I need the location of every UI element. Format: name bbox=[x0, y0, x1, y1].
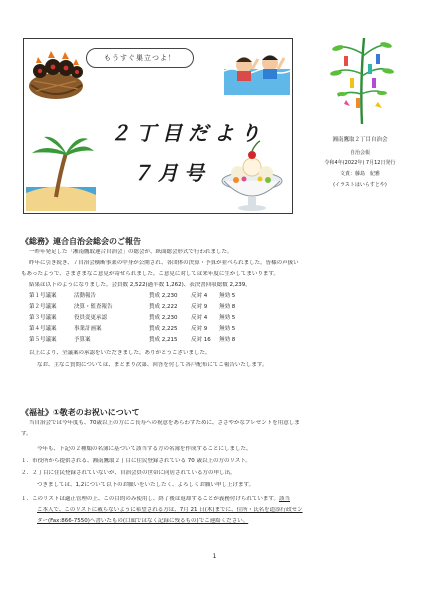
newsletter-issue: ７月号 bbox=[132, 161, 210, 185]
motion-title: 活動報告 bbox=[74, 293, 97, 299]
paragraph: 昨年に引き続き、７自治会横断事業の中身が公開され、各団体の決算・予算が並べられました。皆様の声扱い bbox=[29, 260, 299, 266]
votes-void: 無効 8 bbox=[219, 304, 236, 310]
illustration-credit: (イラストはいらすとや) bbox=[333, 182, 387, 188]
votes-void: 無効 8 bbox=[219, 337, 236, 343]
vote-row bbox=[29, 293, 309, 300]
paragraph: 一昨年発足した「湘南鷹取連合自治会」の総会が、紙面総会形式で行われました。 bbox=[29, 249, 233, 255]
page-number: 1 bbox=[212, 553, 217, 560]
votes-void: 無効 5 bbox=[219, 315, 236, 321]
paragraph: 以上により、全議案の承認をいただきました。ありがとうございました。 bbox=[29, 350, 211, 356]
motion-title: 事業計画案 bbox=[74, 326, 102, 332]
paragraph: す。 bbox=[21, 431, 32, 437]
tanabata-bamboo-illustration bbox=[330, 34, 394, 126]
motion-number: 第１号議案 bbox=[29, 293, 57, 299]
paragraph: つきましては、1,2について以下のお願いをいたしたく、よろしくお願い申し上げます。 bbox=[37, 482, 255, 488]
votes-void: 無効 5 bbox=[219, 293, 236, 299]
section-welfare-heading: 《福祉》①敬老のお祝いについて bbox=[21, 408, 140, 417]
votes-for: 賛成 2,230 bbox=[149, 315, 178, 321]
underlined-text: ご本人で、このリストに載らないように希望される方は、7月 21 日(木)までに、住所・氏名を道添行政セン bbox=[37, 507, 303, 513]
votes-against: 反対 4 bbox=[191, 315, 208, 321]
newsletter-title: ２丁目だより bbox=[110, 121, 266, 145]
votes-for: 賛成 2,225 bbox=[149, 326, 178, 332]
votes-against: 反対 16 bbox=[191, 337, 211, 343]
section-general-affairs-heading: 《総務》連合自治会総会のご報告 bbox=[21, 237, 141, 246]
speech-bubble: もうすぐ巣立つよ！ bbox=[86, 48, 194, 68]
editor: 文責：藤島 紀雅 bbox=[339, 171, 380, 177]
paragraph: 今年も、下記の２種類の名簿に基づいて該当する方の名簿を作成することにしました。 bbox=[37, 446, 252, 452]
votes-for: 賛成 2,215 bbox=[149, 337, 178, 343]
paragraph: なお、主なご質問については、まとまり次第、回答を付して各戸配布にてご報告いたします。 bbox=[37, 362, 268, 368]
motion-number: 第５号議案 bbox=[29, 337, 57, 343]
motion-number: 第３号議案 bbox=[29, 315, 57, 321]
list-item bbox=[21, 496, 409, 503]
vote-row bbox=[29, 337, 309, 344]
paragraph: 当自治会では今年度も、70歳以上の方にご長寿への祝意をあらわすために、ささやかなプレゼントを用意しま bbox=[29, 420, 300, 426]
votes-for: 賛成 2,230 bbox=[149, 293, 178, 299]
publisher-org: 湘南鷹取２丁目自治会 bbox=[332, 137, 388, 143]
paragraph: もあったようで、さまざまなご意見が寄せられました。ご意見に対しては来年度に生かしてまいります。 bbox=[21, 271, 279, 277]
motion-number: 第２号議案 bbox=[29, 304, 57, 310]
motion-title: 予算案 bbox=[74, 337, 91, 343]
issue-date: 令和4年(2022年) 7月12日発行 bbox=[324, 160, 396, 166]
vote-row bbox=[29, 304, 309, 311]
vote-row bbox=[29, 315, 309, 322]
motion-number: 第４号議案 bbox=[29, 326, 57, 332]
list-item-text: １．このリストは適正管理の上、この目的のみ使用し、終了後は返却することが義務付けられています。 bbox=[21, 496, 279, 502]
motion-title: 決算・監査報告 bbox=[74, 304, 113, 310]
bird-nest-illustration bbox=[26, 41, 88, 105]
motion-title: 役員変更承認 bbox=[74, 315, 108, 321]
vote-row bbox=[29, 326, 309, 333]
parfait-illustration bbox=[214, 137, 290, 213]
votes-against: 反対 9 bbox=[191, 304, 208, 310]
palm-beach-illustration bbox=[26, 135, 96, 211]
underlined-text: 該当 bbox=[278, 496, 290, 502]
list-item: ２．２丁目に住民登録されていないが、自治会員の世帯に同居されている方の申し出。 bbox=[21, 470, 236, 476]
paragraph: 結果は以下のようになりました。会員数 2,522(過半数 1,262)、表決書回収総数 2,239。 bbox=[29, 282, 251, 288]
underlined-text: ター(Fax:866-7550)へ書いたもの(口頭ではなく記録に残るもの)でご連絡ください。 bbox=[37, 518, 249, 524]
votes-against: 反対 4 bbox=[191, 293, 208, 299]
header-banner bbox=[23, 38, 293, 214]
kids-swimming-illustration bbox=[224, 49, 290, 95]
publisher-dept: 自治会報 bbox=[349, 150, 370, 156]
votes-against: 反対 9 bbox=[191, 326, 208, 332]
votes-void: 無効 5 bbox=[219, 326, 236, 332]
list-item: １．市役所から提供される、湘南鷹取２丁目に住民登録されている 70 歳以上の方のリスト。 bbox=[21, 458, 251, 464]
votes-for: 賛成 2,222 bbox=[149, 304, 178, 310]
